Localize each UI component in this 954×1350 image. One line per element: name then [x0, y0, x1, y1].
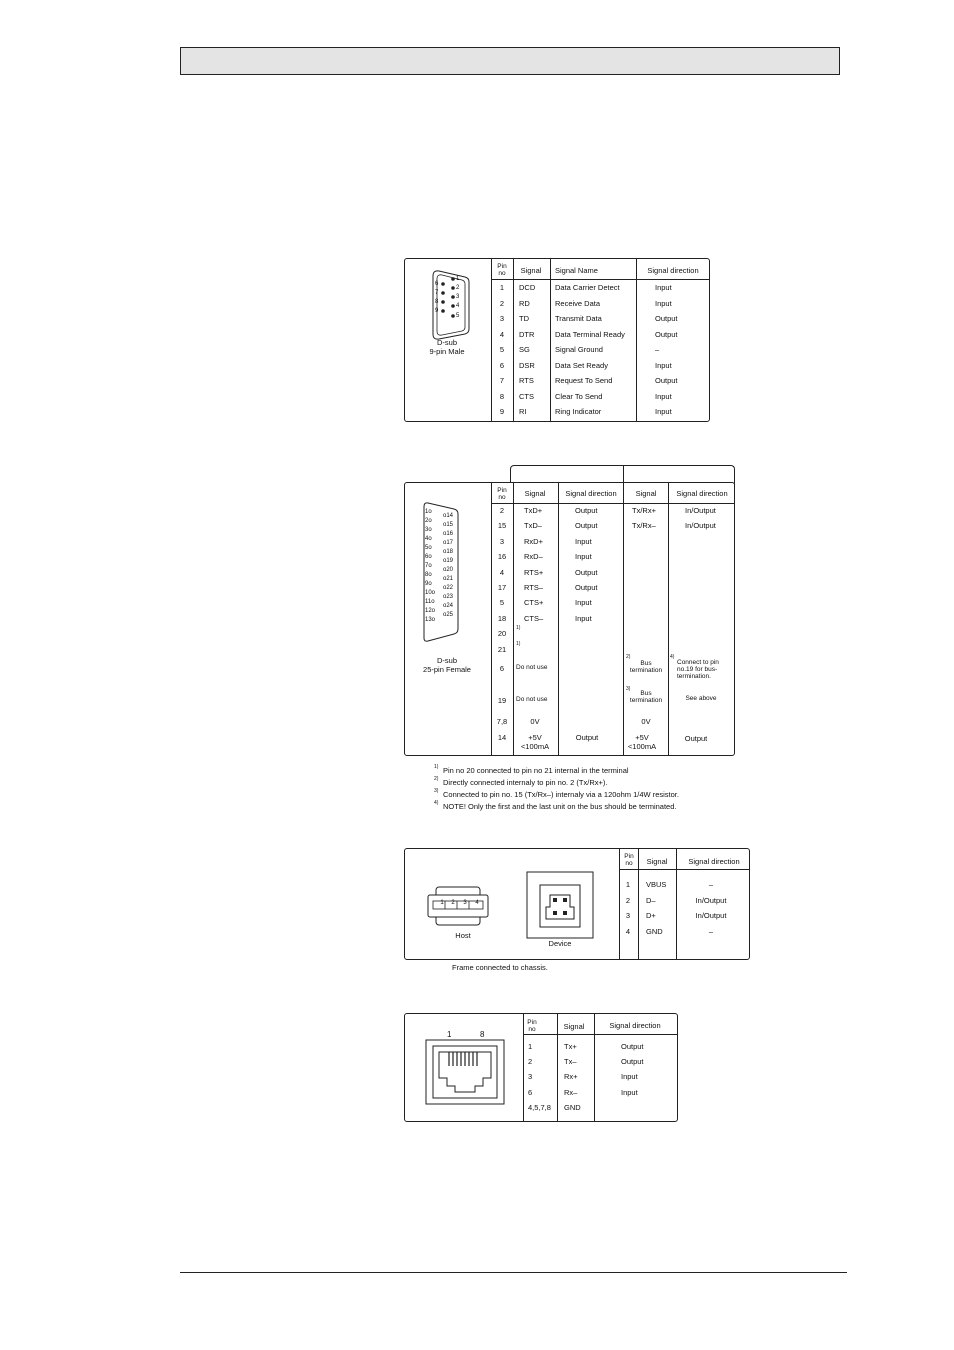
- column-header: Signal direction: [688, 857, 740, 866]
- usb-host-pin: 2: [451, 900, 455, 906]
- rj45-pin-last: 8: [480, 1030, 485, 1039]
- pin-cell: 4: [625, 926, 631, 936]
- dsub25-pin-label: 7o: [425, 563, 432, 569]
- table-divider: [619, 849, 620, 959]
- column-header: Signal: [563, 1022, 585, 1031]
- column-header: Signal direction: [565, 489, 617, 498]
- signal-name-cell: Clear To Send: [555, 391, 603, 401]
- signal-cell: Rx–: [564, 1087, 578, 1097]
- direction-cell: –: [655, 345, 660, 354]
- table-divider: [594, 1014, 595, 1121]
- signal-cell: GND: [564, 1102, 581, 1112]
- footnote-text: NOTE! Only the first and the last unit on the bus should be terminated.: [443, 802, 677, 811]
- dsub25-pin-label: 4o: [425, 536, 432, 542]
- footnote-marker: 1): [434, 764, 439, 770]
- signal-cell: +5V: [635, 733, 649, 742]
- column-header: Signal direction: [647, 266, 699, 275]
- signal-cell: D–: [646, 895, 656, 905]
- pin-cell: 18: [497, 613, 507, 623]
- footnote-marker: 3): [626, 686, 631, 692]
- dsub25-pin-label: o25: [443, 612, 454, 618]
- direction-cell: In/Output: [685, 506, 716, 515]
- dsub9-pin-label: 2: [456, 285, 460, 291]
- pin-cell: 2: [499, 506, 505, 515]
- pin-cell: 20: [497, 629, 507, 639]
- dsub25-connector-label: 25-pin Female: [423, 665, 471, 674]
- pin-cell: 4: [499, 567, 505, 577]
- dsub25-pin-label: o16: [443, 531, 454, 537]
- dsub25-connector-label: D-sub: [436, 656, 458, 665]
- dsub25-pin-label: 13o: [425, 617, 436, 623]
- signal-cell: 1): [516, 625, 521, 632]
- table-divider: [636, 259, 637, 421]
- dsub25-pin-label: 11o: [425, 599, 435, 605]
- signal-name-cell: Transmit Data: [555, 314, 602, 323]
- page-footer-rule: [180, 1272, 847, 1273]
- dsub25-pin-label: o17: [443, 540, 454, 546]
- table-divider: [558, 483, 559, 755]
- signal-cell: DTR: [519, 329, 535, 339]
- direction-cell: Output: [684, 734, 708, 743]
- direction-cell: Input: [575, 552, 592, 562]
- dsub9-pin-label: 1: [456, 276, 460, 282]
- usb-host-connector-icon: [424, 885, 494, 929]
- footnote-marker: 2): [626, 654, 631, 660]
- pin-cell: 16: [497, 552, 507, 562]
- signal-cell: Bus termination: [629, 690, 663, 705]
- signal-cell: 0V: [530, 717, 540, 726]
- dsub9-connector-label: D-sub: [436, 338, 458, 347]
- usb-note: Frame connected to chassis.: [452, 963, 548, 972]
- direction-cell: Output: [655, 329, 678, 339]
- signal-cell: D+: [646, 911, 656, 920]
- pin-cell: 1: [625, 880, 631, 889]
- signal-cell: <100mA: [520, 742, 550, 751]
- dsub9-pin-label: 6: [435, 281, 439, 287]
- dsub25-pin-label: 1o: [425, 509, 432, 515]
- signal-name-cell: Request To Send: [555, 376, 613, 385]
- dsub25-pin-label: o22: [443, 585, 454, 591]
- dsub9-pin-label: 5: [456, 313, 460, 319]
- footnote-text: Connected to pin no. 15 (Tx/Rx–) internaly via a 120ohm 1/4W resistor.: [443, 790, 679, 799]
- signal-cell: Tx/Rx–: [632, 521, 656, 531]
- usb-host-pin: 4: [475, 900, 479, 906]
- pin-cell: 6: [499, 664, 505, 673]
- pin-cell: 2: [625, 895, 631, 905]
- dsub9-pin-label: 3: [456, 294, 460, 300]
- pin-cell: 4,5,7,8: [528, 1102, 551, 1112]
- dsub25-pin-label: o21: [443, 576, 454, 582]
- direction-cell: In/Output: [695, 911, 727, 920]
- pin-cell: 19: [497, 696, 507, 705]
- column-header: Pin no: [624, 853, 634, 868]
- signal-cell: Do not use: [516, 696, 548, 703]
- signal-cell: 0V: [641, 717, 651, 726]
- signal-cell: Rx+: [564, 1072, 578, 1082]
- pin-cell: 3: [499, 314, 505, 323]
- signal-cell: Do not use: [516, 664, 548, 671]
- signal-cell: +5V: [528, 733, 542, 742]
- table-divider: [513, 483, 514, 755]
- usb-host-pin: 1: [440, 900, 444, 906]
- column-header: Signal direction: [676, 489, 728, 498]
- direction-cell: Output: [621, 1042, 644, 1051]
- pin-cell: 5: [499, 598, 505, 608]
- direction-cell: Input: [621, 1072, 638, 1082]
- dsub9-pin-label: 9: [435, 308, 439, 314]
- signal-cell: DCD: [519, 283, 536, 292]
- dsub25-pin-label: 10o: [425, 590, 436, 596]
- column-header: Signal: [646, 857, 668, 866]
- footnote-marker: 3): [434, 788, 439, 794]
- signal-cell: RTS+: [524, 567, 544, 577]
- table-divider: [623, 483, 624, 755]
- table-divider: [557, 1014, 558, 1121]
- direction-cell: Input: [575, 598, 592, 608]
- column-header: Signal: [635, 489, 657, 498]
- pin-cell: 1: [499, 283, 505, 292]
- signal-cell: GND: [646, 926, 663, 936]
- table-divider: [491, 483, 492, 755]
- direction-cell: Input: [655, 298, 672, 308]
- pin-cell: 14: [497, 733, 507, 742]
- direction-cell: Output: [575, 506, 598, 515]
- usb-device-label: Device: [548, 939, 572, 948]
- direction-cell: Input: [655, 407, 672, 416]
- signal-name-cell: Signal Ground: [555, 345, 603, 354]
- table-divider: [668, 483, 669, 755]
- pin-cell: 2: [499, 298, 505, 308]
- dsub25-pin-label: 3o: [425, 527, 432, 533]
- pin-cell: 7: [499, 376, 505, 385]
- pin-cell: 8: [499, 391, 505, 401]
- dsub25-pin-label: 12o: [425, 608, 436, 614]
- signal-name-cell: Receive Data: [555, 298, 601, 308]
- signal-cell: RI: [519, 407, 527, 416]
- pin-cell: 3: [625, 911, 631, 920]
- dsub25-pin-label: o18: [443, 549, 454, 555]
- signal-cell: CTS: [519, 391, 534, 401]
- footnote-marker: 4): [434, 800, 439, 806]
- direction-cell: In/Output: [685, 521, 716, 531]
- usb-host-pin: 3: [463, 900, 467, 906]
- column-header: Signal direction: [609, 1021, 661, 1030]
- direction-cell: –: [708, 926, 714, 936]
- direction-cell: Output: [575, 567, 598, 577]
- signal-name-cell: Data Set Ready: [555, 360, 608, 370]
- direction-cell: In/Output: [695, 895, 727, 905]
- signal-cell: <100mA: [627, 742, 657, 751]
- signal-cell: RxD–: [524, 552, 543, 562]
- signal-name-cell: Data Carrier Detect: [555, 283, 620, 292]
- rj45-pin-first: 1: [447, 1030, 452, 1039]
- signal-name-cell: Data Terminal Ready: [555, 329, 625, 339]
- column-header: Signal: [524, 489, 546, 498]
- direction-cell: Output: [655, 376, 678, 385]
- dsub25-pin-label: o23: [443, 594, 454, 600]
- signal-cell: TxD–: [524, 521, 542, 531]
- footnote-text: Pin no 20 connected to pin no 21 internal in the terminal: [443, 766, 629, 775]
- signal-cell: DSR: [519, 360, 535, 370]
- signal-cell: CTS+: [524, 598, 544, 608]
- dsub25-pin-label: o14: [443, 513, 454, 519]
- dsub25-pin-label: o15: [443, 522, 454, 528]
- dsub25-pin-label: 2o: [425, 518, 432, 524]
- table-divider: [676, 849, 677, 959]
- direction-cell: Output: [575, 521, 598, 531]
- signal-cell: RTS: [519, 376, 534, 385]
- table-divider: [550, 259, 551, 421]
- pin-cell: 9: [499, 407, 505, 416]
- direction-cell: Output: [655, 314, 678, 323]
- usb-panel: [404, 848, 750, 960]
- signal-cell: RD: [519, 298, 530, 308]
- table-divider: [491, 259, 492, 421]
- direction-cell: See above: [685, 695, 717, 702]
- rj45-connector-icon: [425, 1030, 505, 1106]
- column-header: Signal: [520, 266, 542, 275]
- footnote-text: Directly connected internaly to pin no. 2 (Tx/Rx+).: [443, 778, 608, 787]
- dsub25-pin-label: 5o: [425, 545, 432, 551]
- pin-cell: 6: [528, 1087, 533, 1097]
- table-divider: [491, 279, 709, 280]
- column-header: Pin no: [497, 487, 507, 502]
- signal-cell: RxD+: [524, 536, 543, 546]
- pin-cell: 3: [499, 536, 505, 546]
- column-header: Signal Name: [555, 266, 598, 275]
- column-header: Pin no: [527, 1019, 537, 1034]
- direction-cell: –: [708, 880, 714, 889]
- signal-name-cell: Ring Indicator: [555, 407, 602, 416]
- direction-cell: Input: [655, 391, 672, 401]
- page-header-bar: [180, 47, 840, 75]
- dsub9-panel: [404, 258, 710, 422]
- dsub9-pin-label: 7: [435, 290, 439, 296]
- pin-cell: 7,8: [496, 717, 508, 726]
- signal-cell: TxD+: [524, 506, 543, 515]
- signal-cell: RTS–: [524, 583, 544, 592]
- table-divider: [619, 869, 749, 870]
- direction-cell: Input: [575, 536, 592, 546]
- signal-cell: Tx+: [564, 1042, 577, 1051]
- pin-cell: 3: [528, 1072, 533, 1082]
- table-divider: [513, 259, 514, 421]
- signal-cell: 1): [516, 640, 521, 647]
- footnote-marker: 4): [670, 654, 675, 660]
- dsub25-pin-label: 9o: [425, 581, 432, 587]
- dsub9-pin-label: 4: [456, 303, 460, 309]
- signal-cell: Bus termination: [629, 660, 663, 675]
- dsub25-panel: [404, 482, 735, 756]
- dsub25-pin-label: 8o: [425, 572, 432, 578]
- dsub9-pin-label: 8: [435, 299, 439, 305]
- signal-cell: TD: [519, 314, 529, 323]
- direction-cell: Output: [575, 583, 598, 592]
- pin-cell: 5: [499, 345, 505, 354]
- direction-cell: Input: [621, 1087, 638, 1097]
- signal-cell: CTS–: [524, 613, 544, 623]
- dsub25-pin-label: o24: [443, 603, 454, 609]
- direction-cell: Connect to pin no.19 for bus-termination.: [677, 659, 719, 681]
- signal-cell: Tx/Rx+: [632, 506, 656, 515]
- dsub9-connector-label: 9-pin Male: [429, 347, 465, 356]
- usb-device-connector-icon: [526, 871, 596, 941]
- pin-cell: 15: [497, 521, 507, 531]
- table-divider: [523, 1034, 677, 1035]
- pin-cell: 21: [497, 644, 507, 654]
- pin-cell: 17: [497, 583, 507, 592]
- pin-cell: 1: [528, 1042, 533, 1051]
- direction-cell: Input: [655, 360, 672, 370]
- direction-cell: Output: [575, 733, 599, 742]
- pin-cell: 4: [499, 329, 505, 339]
- usb-host-label: Host: [455, 931, 471, 940]
- direction-cell: Output: [621, 1057, 644, 1067]
- pin-cell: 2: [528, 1057, 533, 1067]
- table-divider: [638, 849, 639, 959]
- footnote-marker: 2): [434, 776, 439, 782]
- dsub25-pin-label: 6o: [425, 554, 432, 560]
- dsub25-pin-label: o19: [443, 558, 454, 564]
- direction-cell: Input: [575, 613, 592, 623]
- table-divider: [491, 503, 734, 504]
- signal-cell: VBUS: [646, 880, 667, 889]
- direction-cell: Input: [655, 283, 672, 292]
- signal-cell: Tx–: [564, 1057, 577, 1067]
- table-divider: [523, 1014, 524, 1121]
- column-header: Pin no: [497, 263, 507, 278]
- rj45-panel: [404, 1013, 678, 1122]
- pin-cell: 6: [499, 360, 505, 370]
- signal-cell: SG: [519, 345, 530, 354]
- dsub25-pin-label: o20: [443, 567, 454, 573]
